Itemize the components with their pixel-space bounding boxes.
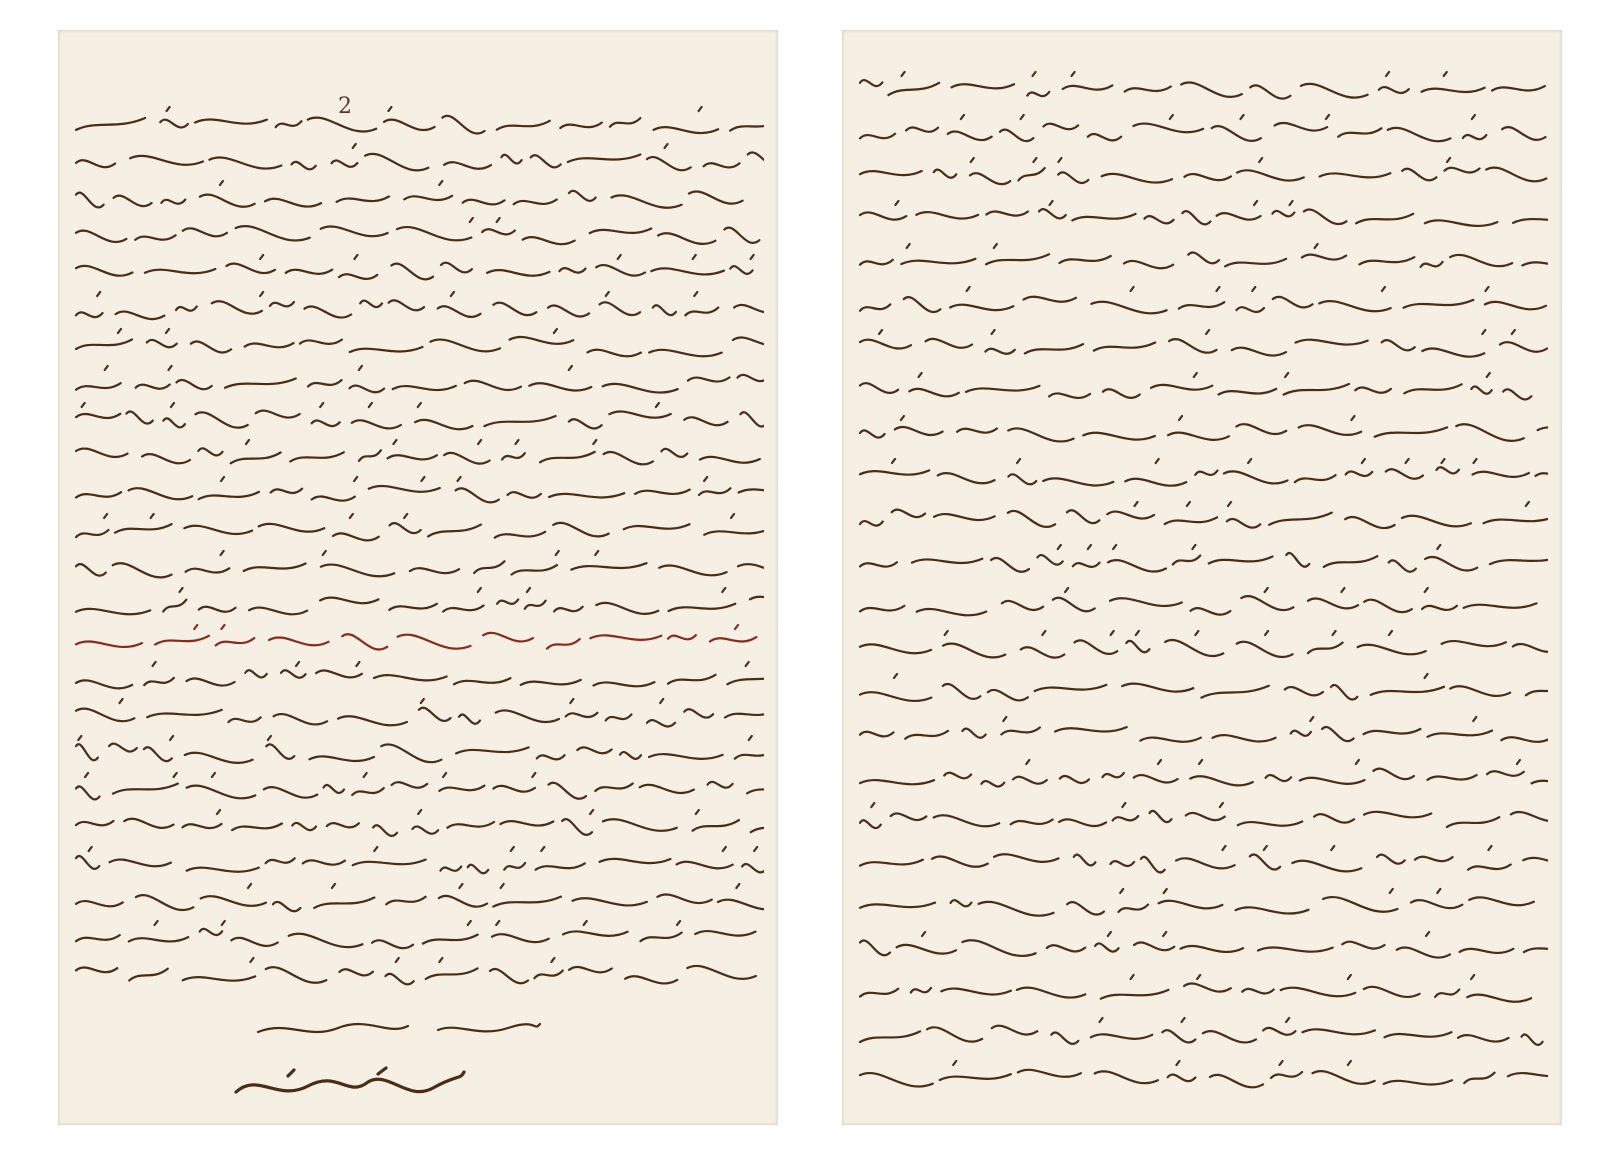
script-line (72, 401, 764, 437)
script-line (72, 327, 764, 363)
script-line (856, 1059, 1548, 1095)
script-line (856, 930, 1548, 966)
script-line (856, 629, 1548, 665)
script-line (72, 216, 764, 252)
right-page (842, 30, 1562, 1125)
script-line (72, 142, 764, 178)
script-line (856, 371, 1548, 407)
script-line (856, 801, 1548, 837)
script-line (856, 973, 1548, 1009)
script-line (72, 253, 764, 289)
script-line (856, 543, 1548, 579)
script-line (72, 882, 764, 918)
script-line (856, 285, 1548, 321)
script-line (72, 660, 764, 696)
script-line (72, 549, 764, 585)
script-line (856, 1016, 1548, 1052)
script-line (856, 672, 1548, 708)
script-line (72, 364, 764, 400)
date-line (248, 1010, 548, 1046)
script-line (856, 113, 1548, 149)
script-line (72, 438, 764, 474)
script-line (856, 242, 1548, 278)
script-line (856, 457, 1548, 493)
script-line (856, 844, 1548, 880)
script-line (856, 500, 1548, 536)
script-line (856, 758, 1548, 794)
script-line (856, 586, 1548, 622)
script-line (72, 586, 764, 622)
script-line (856, 156, 1548, 192)
script-line (72, 845, 764, 881)
script-line (72, 919, 764, 955)
script-line (72, 734, 764, 770)
script-line (72, 475, 764, 511)
signature-abdulaziz (228, 1062, 468, 1110)
script-line (72, 771, 764, 807)
script-line (72, 956, 764, 992)
left-page-text-block (58, 30, 778, 1125)
script-line (72, 808, 764, 844)
script-line (72, 512, 764, 548)
script-line (856, 887, 1548, 923)
script-line (856, 414, 1548, 450)
script-line (856, 70, 1548, 106)
script-line (856, 328, 1548, 364)
script-line (72, 290, 764, 326)
script-line (72, 623, 764, 659)
left-page (58, 30, 778, 1125)
page-number: 2 (338, 94, 352, 119)
script-line (856, 199, 1548, 235)
script-line (72, 697, 764, 733)
script-line (72, 179, 764, 215)
right-page-text-block (842, 30, 1562, 1125)
script-line (72, 105, 764, 141)
script-line (856, 715, 1548, 751)
